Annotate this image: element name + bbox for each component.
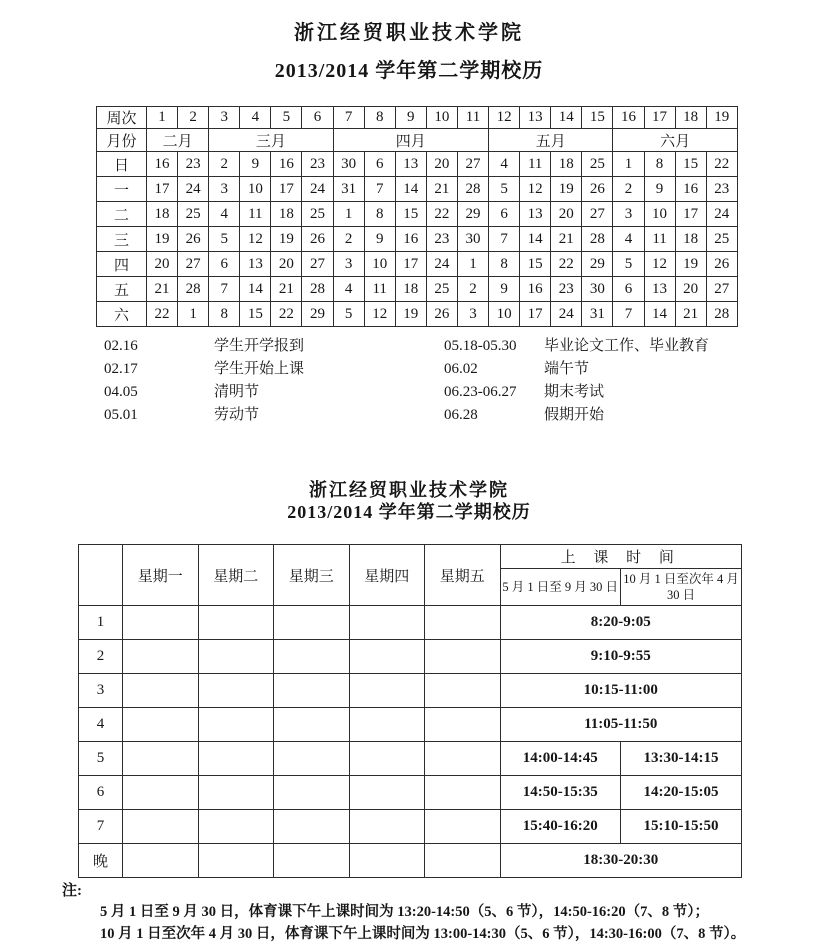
schedule-cell	[349, 606, 425, 640]
schedule-cell	[274, 810, 350, 844]
date-cell: 28	[457, 177, 488, 202]
date-cell: 1	[457, 252, 488, 277]
week-number-cell: 19	[706, 107, 737, 129]
date-cell: 23	[302, 152, 333, 177]
date-cell: 16	[271, 152, 302, 177]
date-cell: 17	[147, 177, 178, 202]
date-cell: 15	[520, 252, 551, 277]
month-cell: 四月	[333, 129, 488, 152]
weekday-row-label: 六	[97, 302, 147, 327]
timetable-title: 浙江经贸职业技术学院	[309, 480, 509, 500]
date-cell: 10	[240, 177, 271, 202]
month-cell: 三月	[209, 129, 333, 152]
calendar-day-row	[97, 277, 738, 302]
date-cell: 24	[551, 302, 582, 327]
date-cell: 24	[302, 177, 333, 202]
week-number-cell: 7	[333, 107, 364, 129]
week-header-row	[97, 107, 738, 129]
date-cell: 19	[551, 177, 582, 202]
period-label: 1	[79, 606, 123, 640]
timetable-row	[79, 810, 742, 844]
schedule-cell	[123, 674, 199, 708]
date-cell: 20	[426, 152, 457, 177]
event-desc: 学生开学报到	[214, 338, 305, 354]
week-number-cell: 3	[209, 107, 240, 129]
schedule-cell	[425, 708, 501, 742]
date-cell: 6	[489, 202, 520, 227]
time-cell: 8:20-9:05	[500, 606, 742, 640]
date-cell: 18	[551, 152, 582, 177]
date-cell: 22	[147, 302, 178, 327]
date-cell: 26	[426, 302, 457, 327]
schedule-cell	[123, 776, 199, 810]
time-period-subheader: 5 月 1 日至 9 月 30 日	[500, 569, 621, 606]
time-cell: 11:05-11:50	[500, 708, 742, 742]
date-cell: 1	[178, 302, 209, 327]
event-desc: 毕业论文工作、毕业教育	[544, 338, 710, 354]
date-cell: 19	[675, 252, 706, 277]
weekday-row-label: 日	[97, 152, 147, 177]
date-cell: 21	[551, 227, 582, 252]
date-cell: 8	[489, 252, 520, 277]
date-cell: 1	[333, 202, 364, 227]
time-cell: 14:00-14:45	[500, 742, 621, 776]
date-cell: 15	[395, 202, 426, 227]
month-cell: 二月	[147, 129, 209, 152]
period-label: 7	[79, 810, 123, 844]
date-cell: 11	[644, 227, 675, 252]
week-number-cell: 13	[520, 107, 551, 129]
date-cell: 6	[209, 252, 240, 277]
date-cell: 13	[520, 202, 551, 227]
date-cell: 7	[209, 277, 240, 302]
schedule-cell	[274, 844, 350, 878]
weekday-header: 星期三	[274, 545, 350, 606]
schedule-cell	[274, 640, 350, 674]
weekday-row-label: 四	[97, 252, 147, 277]
date-cell: 17	[520, 302, 551, 327]
date-cell: 9	[240, 152, 271, 177]
timetable-row	[79, 776, 742, 810]
week-number-cell: 12	[489, 107, 520, 129]
week-number-cell: 10	[426, 107, 457, 129]
date-cell: 22	[706, 152, 737, 177]
schedule-cell	[425, 674, 501, 708]
event-date: 05.18-05.30	[444, 338, 517, 354]
schedule-cell	[274, 606, 350, 640]
date-cell: 18	[395, 277, 426, 302]
date-cell: 19	[395, 302, 426, 327]
date-cell: 13	[395, 152, 426, 177]
date-cell: 25	[302, 202, 333, 227]
schedule-cell	[198, 640, 274, 674]
school-calendar-subtitle: 2013/2014 学年第二学期校历	[274, 60, 544, 82]
event-desc: 劳动节	[214, 407, 260, 423]
date-cell: 23	[551, 277, 582, 302]
date-cell: 29	[457, 202, 488, 227]
date-cell: 1	[613, 152, 644, 177]
date-cell: 24	[178, 177, 209, 202]
date-cell: 26	[706, 252, 737, 277]
week-number-cell: 4	[240, 107, 271, 129]
calendar-day-row	[97, 202, 738, 227]
date-cell: 20	[675, 277, 706, 302]
week-number-cell: 8	[364, 107, 395, 129]
timetable-row	[79, 606, 742, 640]
date-cell: 6	[364, 152, 395, 177]
schedule-cell	[274, 742, 350, 776]
timetable-row	[79, 640, 742, 674]
date-cell: 7	[489, 227, 520, 252]
schedule-cell	[349, 674, 425, 708]
time-cell: 15:10-15:50	[621, 810, 742, 844]
date-cell: 14	[520, 227, 551, 252]
timetable-subtitle: 2013/2014 学年第二学期校历	[287, 502, 531, 522]
date-cell: 16	[395, 227, 426, 252]
schedule-cell	[198, 606, 274, 640]
date-cell: 24	[426, 252, 457, 277]
date-cell: 27	[457, 152, 488, 177]
date-cell: 21	[271, 277, 302, 302]
weekday-row-label: 二	[97, 202, 147, 227]
month-cell: 六月	[613, 129, 737, 152]
timetable-title-block	[0, 479, 818, 523]
date-cell: 30	[582, 277, 613, 302]
date-cell: 3	[209, 177, 240, 202]
timetable-row	[79, 742, 742, 776]
schedule-cell	[123, 606, 199, 640]
week-number-cell: 11	[457, 107, 488, 129]
date-cell: 15	[240, 302, 271, 327]
event-date: 02.16	[104, 338, 138, 354]
event-date: 05.01	[104, 407, 138, 423]
period-label: 6	[79, 776, 123, 810]
time-cell: 14:50-15:35	[500, 776, 621, 810]
week-number-cell: 16	[613, 107, 644, 129]
date-cell: 8	[209, 302, 240, 327]
date-cell: 11	[520, 152, 551, 177]
schedule-cell	[425, 844, 501, 878]
schedule-cell	[123, 640, 199, 674]
week-number-cell: 17	[644, 107, 675, 129]
week-number-cell: 2	[178, 107, 209, 129]
date-cell: 23	[178, 152, 209, 177]
date-cell: 28	[582, 227, 613, 252]
date-cell: 18	[147, 202, 178, 227]
schedule-cell	[425, 606, 501, 640]
date-cell: 23	[426, 227, 457, 252]
weekday-row-label: 五	[97, 277, 147, 302]
date-cell: 10	[489, 302, 520, 327]
date-cell: 25	[178, 202, 209, 227]
schedule-cell	[123, 708, 199, 742]
date-cell: 20	[551, 202, 582, 227]
date-cell: 25	[706, 227, 737, 252]
date-cell: 27	[302, 252, 333, 277]
weekday-row-label: 三	[97, 227, 147, 252]
date-cell: 2	[457, 277, 488, 302]
date-cell: 2	[209, 152, 240, 177]
date-cell: 21	[426, 177, 457, 202]
schedule-cell	[198, 674, 274, 708]
event-date: 06.02	[444, 361, 478, 377]
date-cell: 17	[675, 202, 706, 227]
date-cell: 25	[426, 277, 457, 302]
weekday-header: 星期四	[349, 545, 425, 606]
date-cell: 30	[333, 152, 364, 177]
date-cell: 28	[302, 277, 333, 302]
class-timetable	[78, 544, 742, 878]
date-cell: 4	[333, 277, 364, 302]
weekday-row-label: 一	[97, 177, 147, 202]
schedule-cell	[198, 844, 274, 878]
week-header-label: 周次	[97, 107, 147, 129]
footnote-line: 10 月 1 日至次年 4 月 30 日，体育课下午上课时间为 13:00-14:30（5、6 节），14:30-16:00（7、8 节）。	[100, 926, 746, 942]
date-cell: 16	[675, 177, 706, 202]
date-cell: 21	[147, 277, 178, 302]
date-cell: 22	[551, 252, 582, 277]
schedule-cell	[198, 742, 274, 776]
schedule-cell	[123, 844, 199, 878]
date-cell: 5	[489, 177, 520, 202]
date-cell: 15	[675, 152, 706, 177]
date-cell: 4	[209, 202, 240, 227]
event-date: 06.28	[444, 407, 478, 423]
date-cell: 8	[644, 152, 675, 177]
schedule-cell	[198, 708, 274, 742]
date-cell: 19	[271, 227, 302, 252]
date-cell: 21	[675, 302, 706, 327]
date-cell: 12	[520, 177, 551, 202]
week-number-cell: 6	[302, 107, 333, 129]
month-header-row	[97, 129, 738, 152]
date-cell: 13	[644, 277, 675, 302]
schedule-cell	[274, 708, 350, 742]
date-cell: 4	[613, 227, 644, 252]
calendar-day-row	[97, 227, 738, 252]
date-cell: 9	[644, 177, 675, 202]
date-cell: 14	[240, 277, 271, 302]
event-desc: 端午节	[544, 361, 590, 377]
schedule-cell	[349, 640, 425, 674]
date-cell: 31	[333, 177, 364, 202]
date-cell: 22	[271, 302, 302, 327]
footnote-label: 注:	[62, 883, 82, 899]
calendar-day-row	[97, 152, 738, 177]
date-cell: 10	[364, 252, 395, 277]
date-cell: 12	[240, 227, 271, 252]
date-cell: 30	[457, 227, 488, 252]
timetable-header-row	[79, 545, 742, 569]
date-cell: 17	[271, 177, 302, 202]
date-cell: 9	[489, 277, 520, 302]
date-cell: 26	[302, 227, 333, 252]
date-cell: 20	[147, 252, 178, 277]
date-cell: 29	[302, 302, 333, 327]
date-cell: 5	[333, 302, 364, 327]
date-cell: 2	[333, 227, 364, 252]
time-cell: 9:10-9:55	[500, 640, 742, 674]
date-cell: 8	[364, 202, 395, 227]
time-cell: 14:20-15:05	[621, 776, 742, 810]
time-cell: 18:30-20:30	[500, 844, 742, 878]
date-cell: 14	[644, 302, 675, 327]
event-date: 06.23-06.27	[444, 384, 517, 400]
timetable-row	[79, 708, 742, 742]
date-cell: 18	[271, 202, 302, 227]
period-label: 3	[79, 674, 123, 708]
date-cell: 22	[426, 202, 457, 227]
date-cell: 27	[582, 202, 613, 227]
event-desc: 学生开始上课	[214, 361, 305, 377]
document-page	[0, 16, 818, 942]
weekday-header: 星期五	[425, 545, 501, 606]
date-cell: 7	[364, 177, 395, 202]
date-cell: 14	[395, 177, 426, 202]
date-cell: 29	[582, 252, 613, 277]
week-number-cell: 5	[271, 107, 302, 129]
date-cell: 17	[395, 252, 426, 277]
schedule-cell	[349, 708, 425, 742]
calendar-table	[96, 106, 738, 327]
calendar-day-row	[97, 252, 738, 277]
school-calendar-title: 浙江经贸职业技术学院	[294, 22, 524, 44]
footnote-lines	[100, 901, 818, 945]
date-cell: 5	[613, 252, 644, 277]
schedule-cell	[274, 674, 350, 708]
date-cell: 25	[582, 152, 613, 177]
event-desc: 期末考试	[544, 384, 605, 400]
schedule-cell	[123, 810, 199, 844]
schedule-cell	[425, 776, 501, 810]
schedule-cell	[198, 810, 274, 844]
date-cell: 16	[520, 277, 551, 302]
date-cell: 11	[364, 277, 395, 302]
date-cell: 3	[613, 202, 644, 227]
date-cell: 12	[644, 252, 675, 277]
date-cell: 4	[489, 152, 520, 177]
class-time-header: 上 课 时 间	[500, 545, 742, 569]
date-cell: 31	[582, 302, 613, 327]
period-label: 5	[79, 742, 123, 776]
footnote-line: 5 月 1 日至 9 月 30 日，体育课下午上课时间为 13:20-14:50（5、6 节），14:50-16:20（7、8 节）；	[100, 904, 709, 920]
week-number-cell: 14	[551, 107, 582, 129]
schedule-cell	[425, 640, 501, 674]
date-cell: 5	[209, 227, 240, 252]
date-cell: 27	[706, 277, 737, 302]
date-cell: 20	[271, 252, 302, 277]
weekday-header: 星期一	[123, 545, 199, 606]
date-cell: 19	[147, 227, 178, 252]
date-cell: 13	[240, 252, 271, 277]
date-cell: 2	[613, 177, 644, 202]
date-cell: 10	[644, 202, 675, 227]
date-cell: 27	[178, 252, 209, 277]
event-date: 04.05	[104, 384, 138, 400]
time-period-subheader: 10 月 1 日至次年 4 月 30 日	[621, 569, 742, 606]
schedule-cell	[349, 810, 425, 844]
schedule-cell	[349, 742, 425, 776]
period-label: 晚	[79, 844, 123, 878]
time-cell: 10:15-11:00	[500, 674, 742, 708]
date-cell: 26	[582, 177, 613, 202]
event-desc: 假期开始	[544, 407, 605, 423]
event-date: 02.17	[104, 361, 138, 377]
date-cell: 11	[240, 202, 271, 227]
date-cell: 3	[457, 302, 488, 327]
week-number-cell: 18	[675, 107, 706, 129]
week-number-cell: 1	[147, 107, 178, 129]
schedule-cell	[123, 742, 199, 776]
date-cell: 12	[364, 302, 395, 327]
timetable-row	[79, 674, 742, 708]
week-number-cell: 9	[395, 107, 426, 129]
period-label: 4	[79, 708, 123, 742]
time-cell: 13:30-14:15	[621, 742, 742, 776]
date-cell: 6	[613, 277, 644, 302]
schedule-cell	[425, 810, 501, 844]
month-cell: 五月	[489, 129, 613, 152]
schedule-cell	[425, 742, 501, 776]
timetable-row	[79, 844, 742, 878]
events-section	[104, 335, 764, 427]
schedule-cell	[274, 776, 350, 810]
corner-cell	[79, 545, 123, 606]
date-cell: 23	[706, 177, 737, 202]
weekday-header: 星期二	[198, 545, 274, 606]
schedule-cell	[349, 844, 425, 878]
schedule-cell	[198, 776, 274, 810]
week-number-cell: 15	[582, 107, 613, 129]
date-cell: 3	[333, 252, 364, 277]
event-desc: 清明节	[214, 384, 260, 400]
calendar-day-row	[97, 302, 738, 327]
date-cell: 7	[613, 302, 644, 327]
period-label: 2	[79, 640, 123, 674]
calendar-day-row	[97, 177, 738, 202]
date-cell: 24	[706, 202, 737, 227]
date-cell: 16	[147, 152, 178, 177]
time-cell: 15:40-16:20	[500, 810, 621, 844]
date-cell: 28	[178, 277, 209, 302]
date-cell: 18	[675, 227, 706, 252]
date-cell: 28	[706, 302, 737, 327]
date-cell: 26	[178, 227, 209, 252]
month-header-label: 月份	[97, 129, 147, 152]
schedule-cell	[349, 776, 425, 810]
date-cell: 9	[364, 227, 395, 252]
